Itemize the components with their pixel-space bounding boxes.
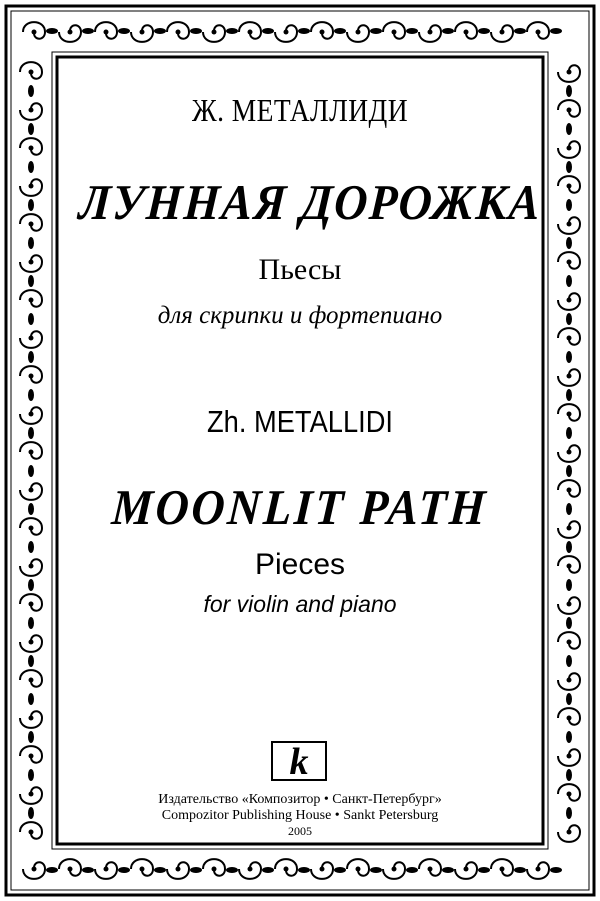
leaf-ornament (566, 465, 572, 477)
leaf-ornament (28, 655, 34, 667)
leaf-ornament (334, 28, 346, 34)
leaf-ornament (46, 867, 58, 873)
leaf-ornament (28, 693, 34, 705)
leaf-ornament (190, 867, 202, 873)
leaf-ornament (118, 28, 130, 34)
publisher-line-english: Compozitor Publishing House • Sankt Petersburg (161, 808, 439, 823)
leaf-ornament (28, 579, 34, 591)
ornament-dot (567, 146, 572, 151)
leaf-ornament (566, 389, 572, 401)
composer-name-russian: Ж. МЕТАЛЛИДИ (191, 92, 409, 128)
ornament-dot (536, 867, 541, 872)
ornament-dot (29, 412, 34, 417)
ornament-dot (567, 792, 572, 797)
subtitle-russian: Пьесы (258, 253, 342, 286)
ornament-dot (212, 30, 217, 35)
leaf-ornament (28, 541, 34, 553)
leaf-ornament (566, 655, 572, 667)
ornament-dot (392, 867, 397, 872)
leaf-ornament (28, 427, 34, 439)
leaf-ornament (442, 28, 454, 34)
leaf-ornament (566, 237, 572, 249)
ornament-dot (29, 450, 34, 455)
leaf-ornament (566, 579, 572, 591)
leaf-ornament (154, 28, 166, 34)
ornament-dot (428, 30, 433, 35)
publication-year: 2005 (288, 824, 312, 838)
ornament-dot (428, 867, 433, 872)
ornament-dot (140, 867, 145, 872)
ornament-dot (567, 602, 572, 607)
leaf-ornament (566, 161, 572, 173)
leaf-ornament (406, 28, 418, 34)
ornament-dot (320, 867, 325, 872)
leaf-ornament (550, 867, 562, 873)
leaf-ornament (262, 867, 274, 873)
leaf-ornament (566, 807, 572, 819)
leaf-ornament (566, 541, 572, 553)
ornament-dot (29, 298, 34, 303)
publisher-line-russian: Издательство «Композитор • Санкт-Петербург» (158, 792, 442, 807)
ornament-dot (284, 867, 289, 872)
leaf-ornament (298, 867, 310, 873)
leaf-ornament (28, 351, 34, 363)
instrumentation-russian: для скрипки и фортепиано (157, 302, 443, 329)
leaf-ornament (28, 465, 34, 477)
ornament-dot (248, 30, 253, 35)
ornament-dot (68, 30, 73, 35)
ornament-dot (567, 830, 572, 835)
ornament-dot (567, 260, 572, 265)
ornament-dot (248, 867, 253, 872)
ornament-dot (29, 602, 34, 607)
leaf-ornament (190, 28, 202, 34)
leaf-ornament (46, 28, 58, 34)
ornament-dot (567, 450, 572, 455)
ornament-dot (356, 30, 361, 35)
leaf-ornament (478, 28, 490, 34)
ornament-dot (567, 678, 572, 683)
ornament-dot (500, 30, 505, 35)
ornament-dot (284, 30, 289, 35)
ornament-dot (356, 867, 361, 872)
ornament-dot (29, 716, 34, 721)
ornament-dot (320, 30, 325, 35)
leaf-ornament (154, 867, 166, 873)
leaf-ornament (566, 617, 572, 629)
ornament-dot (32, 30, 37, 35)
leaf-ornament (514, 28, 526, 34)
leaf-ornament (478, 867, 490, 873)
leaf-ornament (370, 867, 382, 873)
ornament-dot (212, 867, 217, 872)
leaf-ornament (566, 123, 572, 135)
leaf-ornament (566, 769, 572, 781)
title-russian: ЛУННАЯ ДОРОЖКА (77, 174, 544, 230)
leaf-ornament (334, 867, 346, 873)
leaf-ornament (406, 867, 418, 873)
leaf-ornament (28, 731, 34, 743)
ornament-dot (536, 30, 541, 35)
ornament-dot (176, 30, 181, 35)
instrumentation-english: for violin and piano (203, 591, 397, 617)
leaf-ornament (28, 617, 34, 629)
ornament-dot (567, 564, 572, 569)
ornament-dot (29, 640, 34, 645)
ornament-dot (567, 526, 572, 531)
leaf-ornament (566, 351, 572, 363)
leaf-ornament (566, 85, 572, 97)
leaf-ornament (370, 28, 382, 34)
ornament-dot (567, 184, 572, 189)
ornament-dot (567, 374, 572, 379)
leaf-ornament (82, 28, 94, 34)
ornament-dot (176, 867, 181, 872)
composer-name-english: Zh. METALLIDI (207, 404, 393, 439)
ornament-dot (68, 867, 73, 872)
leaf-ornament (28, 275, 34, 287)
ornament-dot (29, 336, 34, 341)
ornament-dot (567, 488, 572, 493)
ornament-dot (29, 260, 34, 265)
ornament-dot (567, 108, 572, 113)
title-english: MOONLIT PATH (110, 479, 490, 535)
ornament-dot (567, 298, 572, 303)
leaf-ornament (226, 28, 238, 34)
ornament-dot (567, 336, 572, 341)
leaf-ornament (28, 769, 34, 781)
ornament-dot (567, 222, 572, 227)
leaf-ornament (566, 199, 572, 211)
leaf-ornament (28, 237, 34, 249)
ornament-dot (29, 108, 34, 113)
leaf-ornament (28, 313, 34, 325)
ornament-dot (32, 867, 37, 872)
leaf-ornament (28, 807, 34, 819)
ornament-dot (29, 830, 34, 835)
ornament-dot (29, 564, 34, 569)
leaf-ornament (226, 867, 238, 873)
leaf-ornament (28, 389, 34, 401)
leaf-ornament (566, 503, 572, 515)
leaf-ornament (28, 503, 34, 515)
ornament-dot (567, 716, 572, 721)
leaf-ornament (82, 867, 94, 873)
ornament-dot (567, 70, 572, 75)
ornament-dot (464, 30, 469, 35)
ornament-dot (29, 678, 34, 683)
ornament-dot (567, 640, 572, 645)
leaf-ornament (566, 313, 572, 325)
ornament-dot (29, 146, 34, 151)
publisher-logo-letter: k (289, 741, 309, 783)
ornament-dot (500, 867, 505, 872)
leaf-ornament (28, 199, 34, 211)
leaf-ornament (566, 693, 572, 705)
leaf-ornament (28, 161, 34, 173)
leaf-ornament (566, 427, 572, 439)
leaf-ornament (566, 275, 572, 287)
leaf-ornament (550, 28, 562, 34)
ornament-dot (29, 526, 34, 531)
ornament-dot (29, 184, 34, 189)
ornament-dot (29, 488, 34, 493)
leaf-ornament (28, 85, 34, 97)
ornament-dot (567, 754, 572, 759)
ornament-dot (29, 70, 34, 75)
publisher-logo (271, 741, 327, 781)
leaf-ornament (28, 123, 34, 135)
ornament-dot (29, 374, 34, 379)
ornament-dot (392, 30, 397, 35)
ornament-dot (29, 792, 34, 797)
subtitle-english: Pieces (254, 548, 346, 581)
ornament-dot (567, 412, 572, 417)
ornament-dot (464, 867, 469, 872)
ornament-dot (104, 30, 109, 35)
ornament-dot (140, 30, 145, 35)
leaf-ornament (118, 867, 130, 873)
leaf-ornament (566, 731, 572, 743)
leaf-ornament (442, 867, 454, 873)
ornament-dot (29, 754, 34, 759)
leaf-ornament (298, 28, 310, 34)
ornament-dot (29, 222, 34, 227)
leaf-ornament (262, 28, 274, 34)
ornament-dot (104, 867, 109, 872)
leaf-ornament (514, 867, 526, 873)
